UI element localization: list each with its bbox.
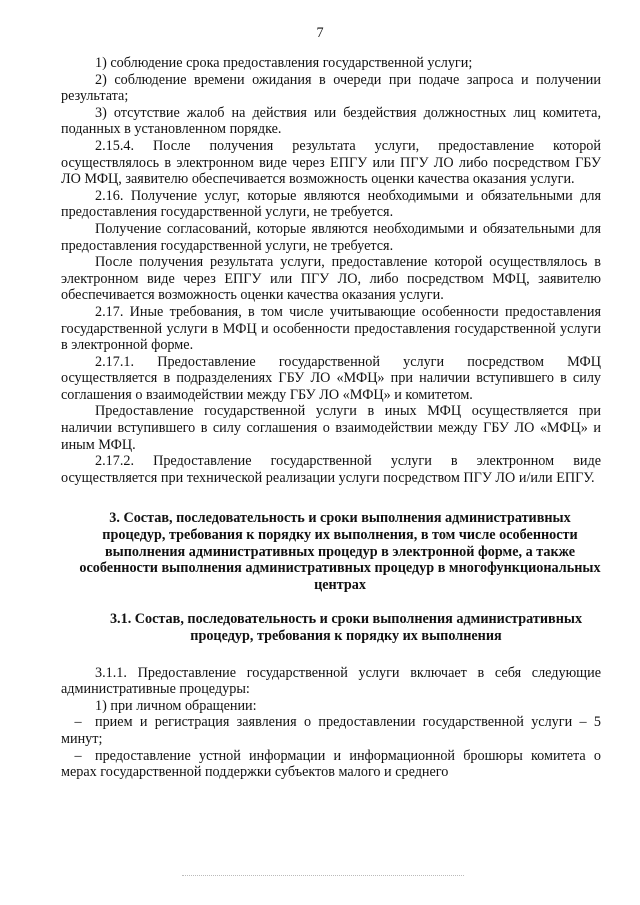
paragraph: 2.17. Иные требования, в том числе учитывающие особенности предоставления государственной услуги в МФЦ и особенности предоставления государственной услуги в электронной форме. <box>61 303 601 354</box>
list-item <box>61 714 601 747</box>
paragraph: 2) соблюдение времени ожидания в очереди при подаче запроса и получении результата; <box>61 71 601 105</box>
paragraph: 2.16. Получение услуг, которые являются необходимыми и обязательными для предоставления государственной услуги, не требуется. <box>61 187 601 221</box>
subsection-heading: 3.1. Состав, последовательность и сроки выполнения административных процедур, требования к порядку их выполнения <box>109 611 583 644</box>
list-item-text: прием и регистрация заявления о предоставлении государственной услуги – 5 минут; <box>61 714 601 747</box>
paragraph: 2.17.2. Предоставление государственной услуги в электронном виде осуществляется при технической реализации услуги посредством ПГУ ЛО и/или ЕПГУ. <box>61 453 601 486</box>
paragraph: 2.15.4. После получения результата услуги, предоставление которой осуществлялось в электронном виде через ЕПГУ или ПГУ ЛО либо посредством ГБУ ЛО МФЦ, заявителю обеспечивается возможность оценки качества оказания услуги. <box>61 137 601 188</box>
paragraph: 3.1.1. Предоставление государственной услуги включает в себя следующие административные процедуры: <box>61 664 601 698</box>
page-number: 7 <box>316 25 324 41</box>
paragraph: 1) соблюдение срока предоставления государственной услуги; <box>95 55 473 71</box>
footer-divider <box>182 875 464 876</box>
dash-marker: – <box>74 747 82 764</box>
paragraph: После получения результата услуги, предоставление которой осуществлялось в электронном виде через ЕПГУ или ПГУ ЛО, либо посредством МФЦ, заявителю обеспечивается возможность оценки качества оказания услуги. <box>61 254 601 304</box>
section-heading: 3. Состав, последовательность и сроки выполнения административных процедур, требования к порядку их выполнения, в том числе особенности выполнения административных процедур в электронной форме, а также особенности выполнения административных процедур в многофункциональных центрах <box>79 510 601 593</box>
dash-marker: – <box>74 714 82 731</box>
document-body <box>61 55 601 781</box>
paragraph: Получение согласований, которые являются необходимыми и обязательными для предоставления государственной услуги, не требуется. <box>61 220 601 254</box>
list-item <box>61 748 601 781</box>
paragraph: Предоставление государственной услуги в иных МФЦ осуществляется при наличии вступившего в силу соглашения о взаимодействии между ГБУ ЛО «МФЦ» и иным МФЦ. <box>61 403 601 453</box>
list-item-text: предоставление устной информации и информационной брошюры комитета о мерах государственной поддержки субъектов малого и среднего <box>61 747 601 781</box>
paragraph: 1) при личном обращении: <box>95 697 257 714</box>
paragraph: 3) отсутствие жалоб на действия или бездействия должностных лиц комитета, поданных в установленном порядке. <box>61 104 601 138</box>
paragraph: 2.17.1. Предоставление государственной услуги посредством МФЦ осуществляется в подразделениях ГБУ ЛО «МФЦ» при наличии вступившего в силу соглашения о взаимодействии между ГБУ ЛО «МФЦ» и комитетом. <box>61 353 601 403</box>
